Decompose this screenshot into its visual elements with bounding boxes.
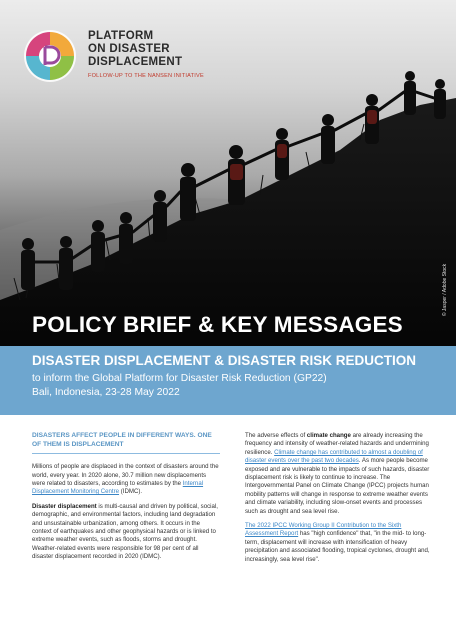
left-p1-text-b: (IDMC). — [119, 488, 143, 496]
right-paragraph-1 — [245, 432, 433, 516]
right-p2-text: has "high confidence" that, "in the mid- to long-term, displacement will increase with intensification of heavy precipitation and associated flooding, tropical cyclones, drought and, increasingly, sea level rise". — [245, 530, 430, 563]
climate-change-term: climate change — [306, 432, 351, 439]
right-paragraph-2 — [245, 522, 433, 564]
climate-change-link[interactable]: Climate change has contributed to almost a doubling of disaster events over the past two decades — [245, 448, 423, 465]
section-heading: DISASTERS AFFECT PEOPLE IN DIFFERENT WAYS. ONE OF THEM IS DISPLACEMENT — [32, 432, 220, 454]
idmc-link[interactable]: Internal Displacement Monitoring Centre — [32, 480, 204, 496]
logo-line-2: ON DISASTER — [88, 43, 170, 55]
left-paragraph-1 — [32, 463, 220, 497]
band-subtitle — [32, 372, 327, 399]
left-p1-text-a: Millions of people are displaced in the context of disasters around the world, every year. In 2020 alone, 30.7 million new displacements were related to disasters, according to estimates by the — [32, 463, 219, 487]
logo-line-3: DISPLACEMENT — [88, 56, 183, 68]
band-subtitle-line-1: to inform the Global Platform for Disaster Risk Reduction (GP22) — [32, 373, 327, 384]
band-title: DISASTER DISPLACEMENT & DISASTER RISK REDUCTION — [32, 353, 417, 368]
band-subtitle-line-2: Bali, Indonesia, 23-28 May 2022 — [32, 386, 180, 398]
logo-tagline: FOLLOW-UP TO THE NANSEN INITIATIVE — [88, 73, 204, 79]
ipcc-report-link[interactable]: The 2022 IPCC Working Group II Contribution to the Sixth Assessment Report — [245, 522, 402, 538]
right-p1-text-c: . As more people become exposed and are vulnerable to the impacts of such hazards, disaster displacement risk is likely to continue to increase. The Intergovernmental Panel on Climate Change (IPCC) projects human mobility patterns will change in response to extreme weather events and climate variability, including slow-onset events and processes such as drought and sea level rise. — [245, 457, 430, 515]
left-paragraph-2 — [32, 503, 220, 562]
right-p1-text-b: are already increasing the frequency and intensity of weather-related hazards and undermining resilience. — [245, 432, 429, 456]
disaster-displacement-term: Disaster displacement — [32, 502, 97, 510]
logo-line-1: PLATFORM — [88, 30, 154, 42]
photo-credit-text: © Jasper / Adobe Stock — [442, 263, 448, 317]
right-column — [245, 432, 433, 570]
left-p2-text: is multi-causal and driven by political, social, demographic, and environmental factors, including land degradation and unsustainable urbanization, among others. It occurs in the context of earthquakes and other geophysical hazards or is linked to extreme weather events, such as floods, storms and drought. Weather-related events were responsible for 98 per cent of all disaster displacement recorded in 2020 (IDMC). — [32, 502, 218, 561]
pdd-logo-icon — [20, 28, 80, 84]
page-title: POLICY BRIEF & KEY MESSAGES — [32, 312, 403, 337]
platform-logo — [20, 24, 210, 86]
logo-wordmark — [88, 30, 182, 69]
photo-credit — [440, 230, 450, 350]
left-column — [32, 432, 220, 568]
right-p1-text-a: The adverse effects of — [245, 432, 307, 439]
